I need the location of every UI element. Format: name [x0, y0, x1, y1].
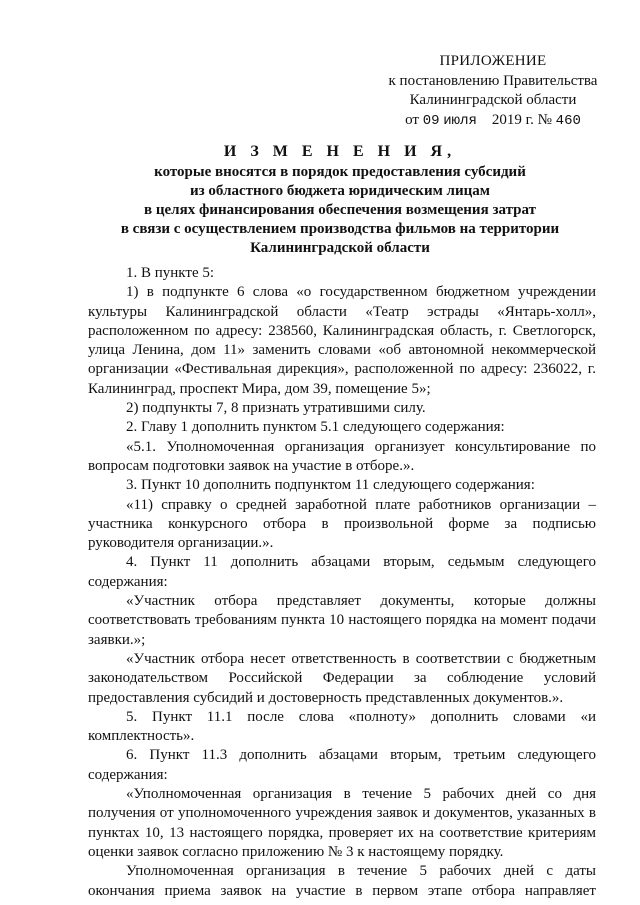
date-year: 2019 г. № [491, 111, 552, 128]
paragraph: Уполномоченная организация в течение 5 рабочих дней с даты окончания приема заявок на участие в первом этапе отбора направляет [88, 863, 596, 899]
paragraph: «Участник отбора представляет документы, которые должны соответствовать требованиям пункта 10 настоящего порядка на момент подачи заявки.»; [88, 593, 596, 648]
date-month: июля [443, 112, 477, 129]
title-line-3: из областного бюджета юридическим лицам [190, 183, 490, 199]
title-line-2: которые вносятся в порядок предоставления субсидий [154, 164, 526, 180]
title-line-6: Калининградской области [250, 240, 430, 256]
date-prefix: от [405, 111, 419, 128]
paragraph: 5. Пункт 11.1 после слова «полноту» дополнить словами «и комплектность». [88, 708, 596, 745]
title-line-5: в связи с осуществлением производства фильмов на территории [120, 221, 560, 237]
appendix-block [358, 52, 628, 130]
title-line-1: И З М Е Н Е Н И Я, [223, 143, 457, 160]
date-day: 09 [422, 112, 440, 129]
title-line-4: в целях финансирования обеспечения возмещения затрат [144, 202, 536, 218]
paragraph: «11) справку о средней заработной плате работников организации – участника конкурсного отбора в произвольной форме за подписью руководителя организации.». [88, 496, 596, 552]
appendix-date-line [358, 111, 628, 130]
paragraph: 3. Пункт 10 дополнить подпунктом 11 следующего содержания: [126, 477, 535, 494]
appendix-heading: ПРИЛОЖЕНИЕ [439, 53, 547, 69]
appendix-line-1: к постановлению Правительства [388, 72, 598, 89]
paragraph: «Участник отбора несет ответственность в соответствии с бюджетным законодательством Российской Федерации за соблюдение условий предоставления субсидий и достоверность представленных документов.». [88, 650, 596, 706]
paragraph: 6. Пункт 11.3 дополнить абзацами вторым, третьим следующего содержания: [88, 747, 596, 783]
document-number: 460 [555, 112, 581, 129]
paragraph: 1) в подпункте 6 слова «о государственном бюджетном учреждении культуры Калининградской области «Театр эстрады «Янтарь-холл», расположенном по адресу: 238560, Калининградская область, г. Светлогорск, улица Ленина, дом 11» заменить словами «об автономной некоммерческой организации «Фестивальная дирекция», расположенной по адресу: 236022, г. Калининград, проспект Мира, дом 39, помещение 5»; [88, 284, 596, 397]
document-body [88, 264, 596, 901]
appendix-line-2: Калининградской области [409, 92, 577, 108]
document-title [60, 142, 620, 258]
paragraph: «Уполномоченная организация в течение 5 рабочих дней со дня получения от уполномоченного учреждения заявок и документов, указанных в пунктах 10, 13 настоящего порядка, проверяет их на соответствие критериям оценки заявок согласно приложению № 3 к настоящему порядку. [88, 786, 596, 860]
paragraph: 4. Пункт 11 дополнить абзацами вторым, седьмым следующего содержания: [88, 554, 596, 590]
paragraph: 1. В пункте 5: [126, 265, 215, 281]
paragraph: 2. Главу 1 дополнить пунктом 5.1 следующего содержания: [126, 419, 505, 436]
paragraph: 2) подпункты 7, 8 признать утратившими силу. [126, 400, 426, 417]
paragraph: «5.1. Уполномоченная организация организует консультирование по вопросам подготовки заявок на участие в отборе.». [88, 438, 596, 474]
